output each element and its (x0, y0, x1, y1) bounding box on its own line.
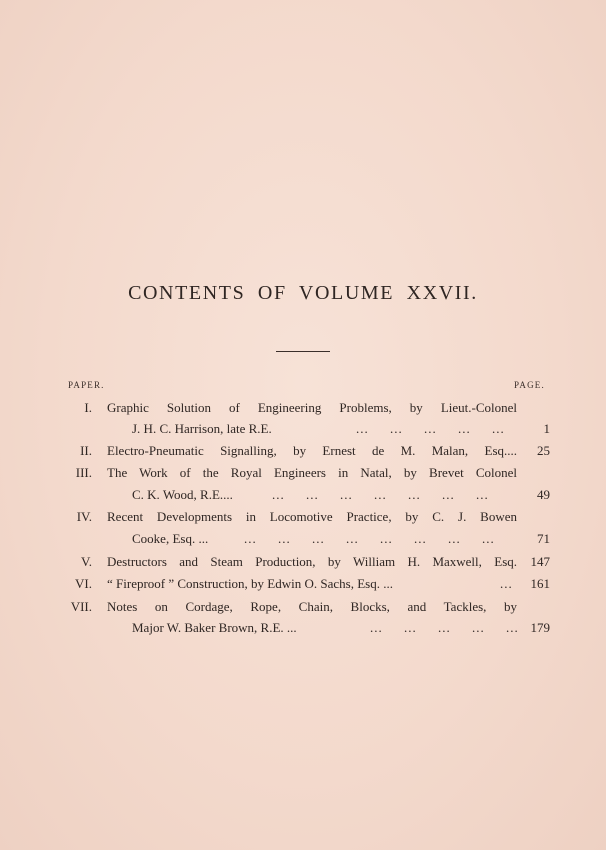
entry-leader-dots: ... ... ... ... ... (370, 620, 519, 635)
entry-leader-dots: ... (500, 576, 513, 591)
entry-title-line-1: Destructors and Steam Production, by William H. Maxwell, Esq. (107, 554, 517, 569)
entry-numeral: III. (75, 465, 92, 480)
page-column-header: PAGE. (514, 380, 545, 390)
entry-title-line-1: Graphic Solution of Engineering Problems, by Lieut.-Colonel (107, 400, 517, 415)
entry-numeral: II. (80, 443, 92, 458)
entry-numeral: IV. (76, 509, 92, 524)
entry-title-line-2: C. K. Wood, R.E.... (132, 487, 233, 502)
entry-title-line-1: Electro-Pneumatic Signalling, by Ernest de M. Malan, Esq.... (107, 443, 517, 458)
entry-numeral: I. (84, 400, 92, 415)
entry-title-line-2: Major W. Baker Brown, R.E. ... (132, 620, 297, 635)
entry-page-number: 49 (537, 487, 550, 502)
entry-page-number: 1 (543, 421, 550, 436)
entry-page-number: 147 (530, 554, 550, 569)
entry-page-number: 161 (530, 576, 550, 591)
title-divider (276, 351, 330, 352)
entry-title-line-1: “ Fireproof ” Construction, by Edwin O. Sachs, Esq. ... (107, 576, 393, 591)
entry-leader-dots: ... ... ... ... ... ... ... (272, 487, 489, 502)
entry-leader-dots: ... ... ... ... ... ... ... ... (244, 531, 495, 546)
entry-numeral: V. (81, 554, 92, 569)
page-title: CONTENTS OF VOLUME XXVII. (128, 282, 478, 304)
entry-page-number: 179 (530, 620, 550, 635)
entry-page-number: 71 (537, 531, 550, 546)
entry-page-number: 25 (537, 443, 550, 458)
entry-title-line-1: The Work of the Royal Engineers in Natal, by Brevet Colonel (107, 465, 517, 480)
entry-numeral: VII. (70, 599, 92, 614)
entry-title-line-1: Recent Developments in Locomotive Practice, by C. J. Bowen (107, 509, 517, 524)
entry-title-line-1: Notes on Cordage, Rope, Chain, Blocks, and Tackles, by (107, 599, 517, 614)
entry-title-line-2: Cooke, Esq. ... (132, 531, 209, 546)
entry-leader-dots: ... ... ... ... ... (356, 421, 505, 436)
paper-column-header: PAPER. (68, 380, 105, 390)
entry-title-line-2: J. H. C. Harrison, late R.E. (132, 421, 272, 436)
entry-numeral: VI. (75, 576, 92, 591)
